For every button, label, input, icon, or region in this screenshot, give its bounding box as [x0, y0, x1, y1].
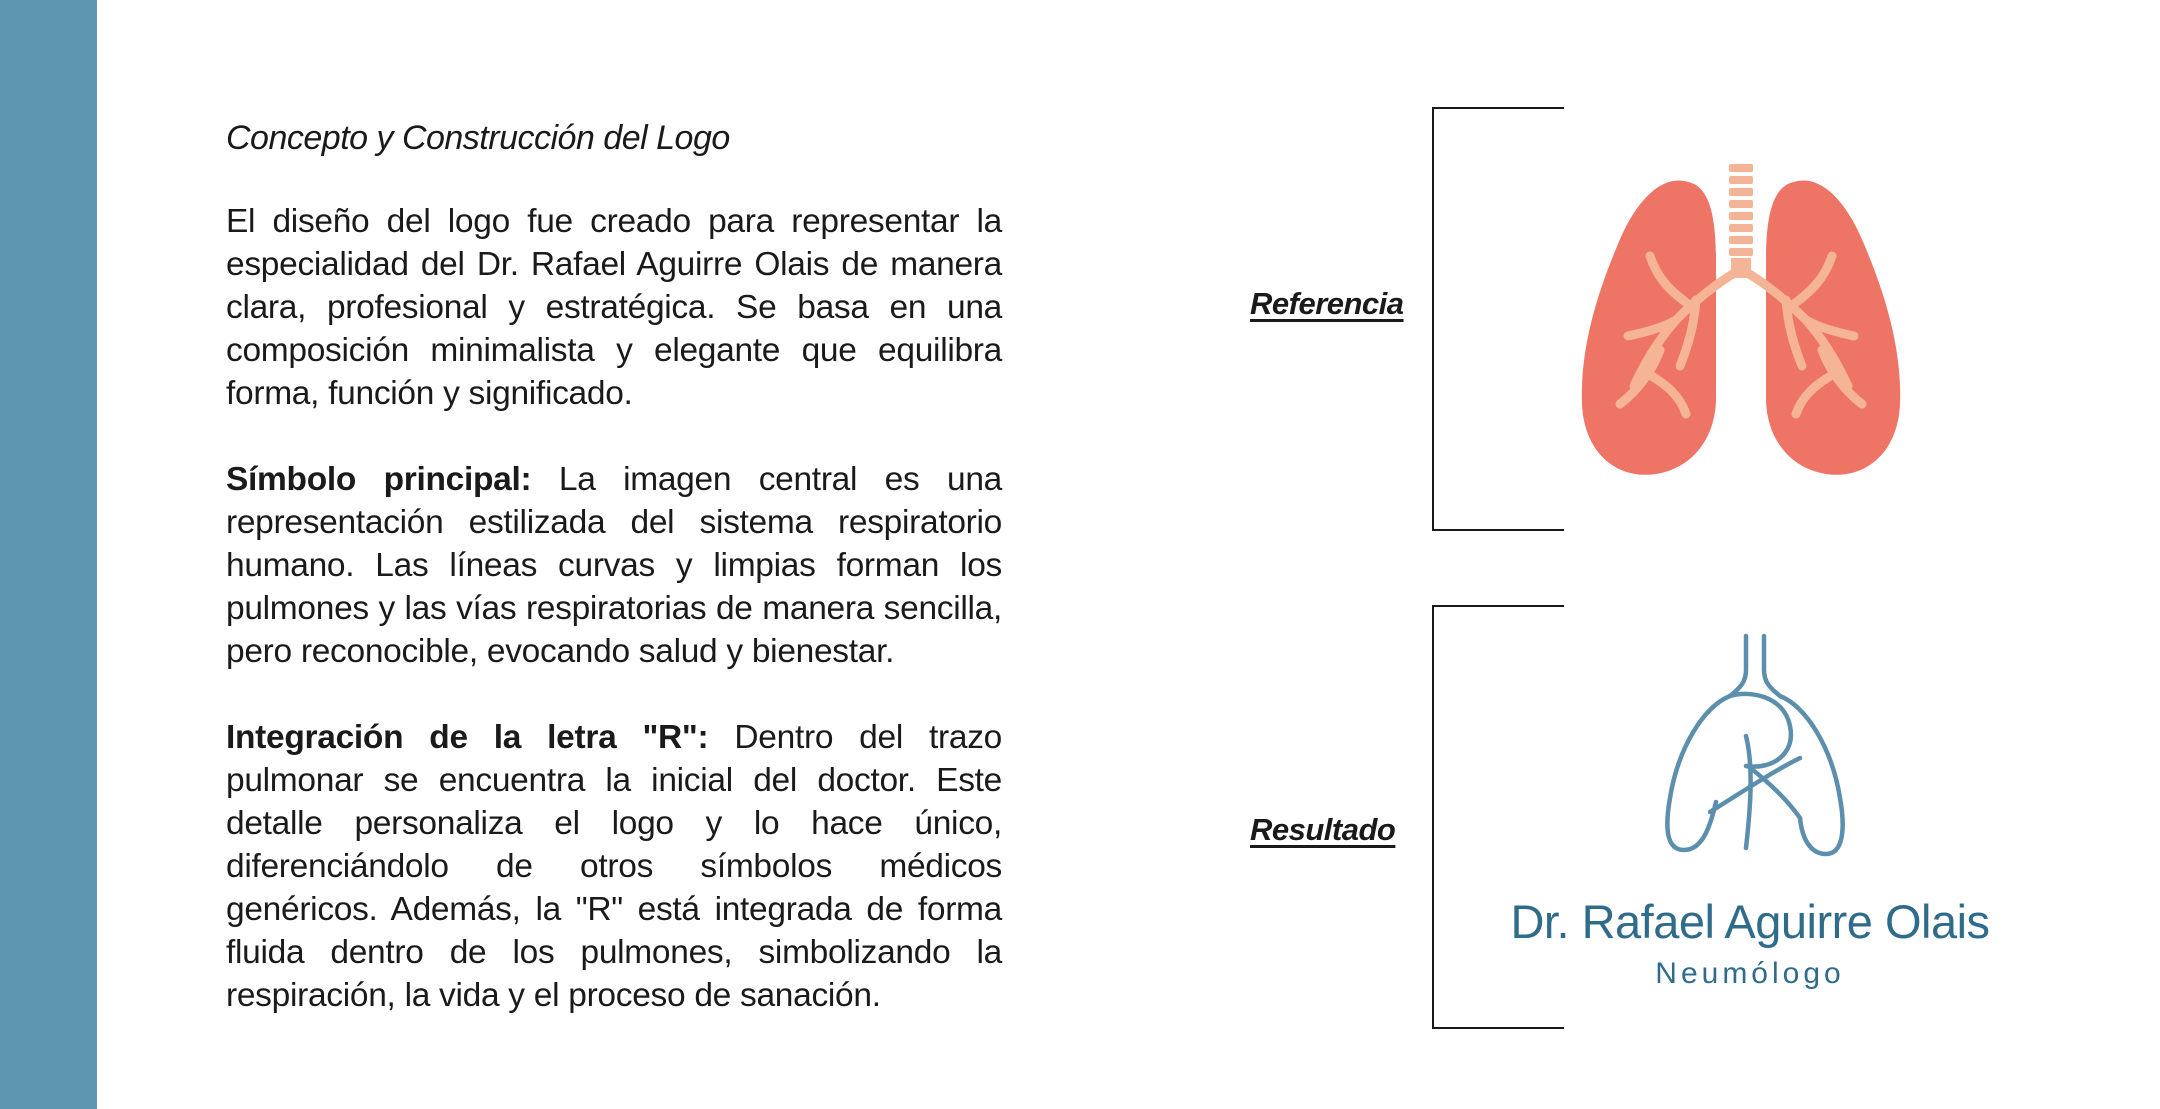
section-heading: Concepto y Construcción del Logo [226, 119, 730, 157]
letter-paragraph-title: Integración de la letra "R": [226, 719, 709, 756]
result-label: Resultado [1250, 812, 1396, 847]
symbol-paragraph-body: La imagen central es una representación estilizada del sistema respiratorio humano. Las líneas curvas y limpias forman los pulmones y las vías respiratorias de manera sencilla, pero reconocible, evocando salud y bienestar. [226, 461, 1002, 670]
intro-paragraph: El diseño del logo fue creado para representar la especialidad del Dr. Rafael Aguirre Olais de manera clara, profesional y estratégica. Se basa en una composición minimalista y elegante que equilibra forma, función y significado. [226, 203, 1002, 412]
lungs-illustration-icon [1576, 160, 1906, 490]
symbol-paragraph-title: Símbolo principal: [226, 461, 532, 498]
letter-paragraph-body: Dentro del trazo pulmonar se encuentra la inicial del doctor. Este detalle personaliza el logo y lo hace único, diferenciándolo de otros símbolos médicos genéricos. Además, la "R" está integrada de forma fluida dentro de los pulmones, simbolizando la respiración, la vida y el proceso de sanación. [226, 719, 1002, 1014]
lungs-r-logo-icon [1650, 632, 1860, 868]
logo-doctor-name: Dr. Rafael Aguirre Olais [1510, 895, 1990, 948]
logo-specialty: Neumólogo [1655, 957, 1845, 990]
letter-paragraph [226, 716, 1002, 1017]
side-color-band [0, 0, 97, 1109]
reference-label: Referencia [1250, 286, 1404, 321]
symbol-paragraph [226, 458, 1002, 673]
text-column [226, 118, 1002, 1060]
reference-bracket [1432, 107, 1564, 531]
